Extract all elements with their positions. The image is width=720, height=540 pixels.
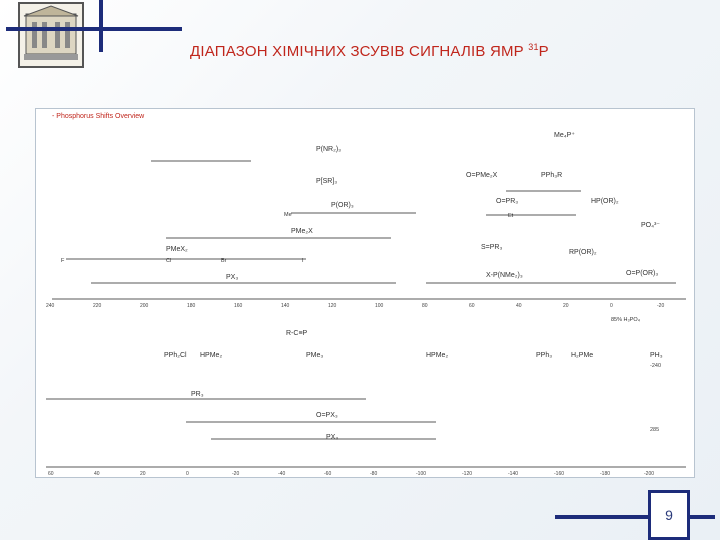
svg-text:220: 220 — [93, 303, 102, 309]
page-number: 9 — [665, 507, 673, 523]
top-accent-vertical — [99, 0, 103, 52]
svg-text:PPh₃: PPh₃ — [536, 352, 553, 359]
svg-text:-40: -40 — [278, 471, 286, 477]
svg-text:HP(OR)₂: HP(OR)₂ — [591, 198, 619, 205]
building-seal-icon — [20, 4, 82, 66]
svg-text:-160: -160 — [554, 471, 565, 477]
svg-text:Br: Br — [221, 258, 227, 264]
svg-text:O=PX₃: O=PX₃ — [316, 412, 338, 419]
svg-text:60: 60 — [48, 471, 54, 477]
svg-text:120: 120 — [328, 303, 337, 309]
svg-text:20: 20 — [140, 471, 146, 477]
svg-text:80: 80 — [422, 303, 428, 309]
svg-text:-140: -140 — [508, 471, 519, 477]
svg-text:-120: -120 — [462, 471, 473, 477]
svg-text:S=PR₃: S=PR₃ — [481, 244, 503, 251]
svg-text:Me: Me — [284, 212, 292, 218]
svg-text:-20: -20 — [232, 471, 240, 477]
svg-text:HPMe₂: HPMe₂ — [426, 352, 449, 359]
svg-text:Cl: Cl — [166, 258, 172, 264]
svg-text:40: 40 — [516, 303, 522, 309]
bottom-accent-bar — [555, 515, 715, 519]
svg-text:-100: -100 — [416, 471, 427, 477]
svg-text:PMe₃: PMe₃ — [306, 352, 324, 359]
svg-text:PX₃: PX₃ — [226, 274, 239, 281]
phosphorus-shift-diagram — [36, 109, 694, 477]
university-logo — [18, 2, 84, 68]
svg-text:O=P(OR)₃: O=P(OR)₃ — [626, 270, 659, 277]
svg-text:PO₄³⁻: PO₄³⁻ — [641, 222, 660, 229]
slide-title: ДІАПАЗОН ХІМІЧНИХ ЗСУВІВ СИГНАЛІВ ЯМР $^{31}$P — [190, 42, 549, 60]
svg-text:R-C≡P: R-C≡P — [286, 330, 308, 337]
svg-text:180: 180 — [187, 303, 196, 309]
svg-text:-20: -20 — [657, 303, 665, 309]
svg-text:I: I — [302, 258, 304, 264]
svg-text:-180: -180 — [600, 471, 611, 477]
svg-text:-60: -60 — [324, 471, 332, 477]
svg-text:140: 140 — [281, 303, 290, 309]
svg-text:200: 200 — [140, 303, 149, 309]
svg-text:H₂PMe: H₂PMe — [571, 352, 594, 359]
svg-text:0: 0 — [610, 303, 613, 309]
svg-text:-200: -200 — [644, 471, 655, 477]
svg-text:PPh₂Cl: PPh₂Cl — [164, 352, 187, 359]
svg-text:X-P(NMe₂)₃: X-P(NMe₂)₃ — [486, 272, 523, 279]
svg-text:Me₄P⁺: Me₄P⁺ — [554, 132, 575, 139]
svg-text:RP(OR)₂: RP(OR)₂ — [569, 249, 597, 256]
svg-text:PPh₃R: PPh₃R — [541, 172, 563, 179]
svg-text:PH₃: PH₃ — [650, 352, 663, 359]
nmr-chart-panel — [35, 108, 695, 478]
svg-text:P(NR₂)₃: P(NR₂)₃ — [316, 146, 342, 153]
svg-text:85% H₃PO₄: 85% H₃PO₄ — [611, 317, 640, 323]
svg-text:PMe₂X: PMe₂X — [291, 228, 313, 235]
svg-text:0: 0 — [186, 471, 189, 477]
svg-text:-80: -80 — [370, 471, 378, 477]
svg-text:285: 285 — [650, 427, 660, 433]
svg-text:240: 240 — [46, 303, 55, 309]
svg-text:O=PMe₂X: O=PMe₂X — [466, 172, 498, 179]
panel-header: - Phosphorus Shifts Overview — [52, 113, 145, 120]
svg-text:60: 60 — [469, 303, 475, 309]
top-accent-bar — [6, 27, 182, 31]
svg-text:40: 40 — [94, 471, 100, 477]
svg-text:P(OR)₃: P(OR)₃ — [331, 202, 354, 209]
svg-text:-240: -240 — [650, 363, 662, 369]
svg-text:HPMe₂: HPMe₂ — [200, 352, 223, 359]
svg-text:160: 160 — [234, 303, 243, 309]
svg-text:PR₃: PR₃ — [191, 391, 204, 398]
svg-text:O=PR₃: O=PR₃ — [496, 198, 519, 205]
svg-text:PX₃: PX₃ — [326, 434, 339, 441]
svg-text:F: F — [61, 258, 65, 264]
svg-text:Et: Et — [508, 213, 514, 219]
svg-text:100: 100 — [375, 303, 384, 309]
page-number-box — [648, 490, 690, 540]
svg-text:20: 20 — [563, 303, 569, 309]
svg-text:P[SR]₃: P[SR]₃ — [316, 178, 338, 185]
svg-text:PMeX₂: PMeX₂ — [166, 246, 188, 253]
